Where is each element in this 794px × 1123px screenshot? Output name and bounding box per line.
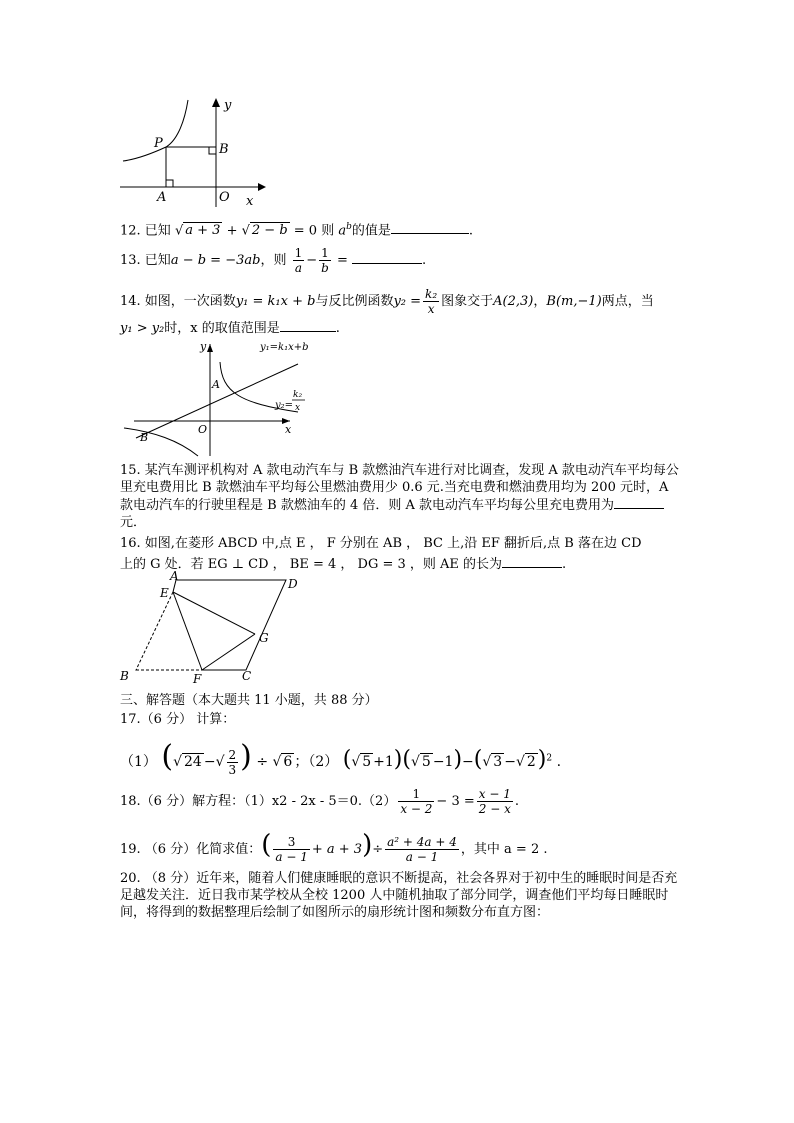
fig3-f-label: F [193, 672, 202, 685]
fig2-x-denominator: x [295, 403, 301, 413]
fig1-o-label: O [219, 190, 230, 205]
fig2-y1-label: y₁=k₁x+b [260, 342, 309, 353]
figure-1-graph [118, 95, 268, 210]
question-17-title: 17.（6 分） 计算： [120, 712, 236, 727]
fig2-b-label: B [140, 431, 149, 444]
fig1-y-label: y [224, 98, 232, 113]
answer-blank-14 [280, 319, 336, 332]
fig3-e-label: E [160, 586, 169, 600]
fig1-p-label: P [154, 136, 163, 151]
question-17-expression: （1） (√ 24 −√ $\frac{2}{3}$ ) ÷ √ 6 ；（2） (√ 5 +1)(√ 5 −1)−(√ 3 −√ 2)$^2$ . [120, 739, 562, 777]
fig3-a-label: A [170, 570, 179, 583]
question-15: 15. 某汽车测评机构对 A 款电动汽车与 B 款燃油汽车进行对比调查，发现 A 款电动汽车平均每公里充电费用比 B 款燃油车平均每公里燃油费用少 0.6 元.当充电费和燃油费用均为 200 元时，A 款电动汽车的行驶里程是 B 款燃油车的 4 倍．则 A 款电动汽车平均每公里充电费用为元． [120, 463, 679, 530]
question-16-line-1: 16. 如图,在菱形 ABCD 中,点 E ， F 分别在 AB ， BC 上,沿 EF 翻折后,点 B 落在边 CD [120, 536, 642, 551]
fig2-y-label: y [200, 340, 207, 353]
answer-blank-16 [502, 555, 562, 568]
question-14-line-1: 14. 如图，一次函数y₁ = k₁x + b与反比例函数y₂ = $\frac{\text{k₂}}{x}$ 图象交于A(2,3)，B(m,−1)两点，当 [120, 287, 654, 316]
fig1-b-label: B [219, 142, 229, 157]
fig2-y2-label: y₂= [275, 400, 294, 411]
question-20: 20. （8 分）近年来，随着人们健康睡眠的意识不断提高，社会各界对于初中生的睡眠时间是否充足越发关注．近日我市某学校从全校 1200 人中随机抽取了部分同学，调查他们平均每日睡眠时间，将得到的数据整理后绘制了如图所示的扇形统计图和频数分布直方图： [120, 871, 678, 920]
figure-3-rhombus [118, 570, 318, 685]
fig3-g-label: G [259, 631, 269, 645]
question-14-line-2: y₁ > y₂时，x 的取值范围是 . [120, 321, 340, 336]
fig3-d-label: D [288, 577, 298, 591]
section-3-heading: 三、解答题（本大题共 11 小题，共 88 分） [120, 693, 378, 708]
fig2-a-label: A [212, 378, 220, 391]
answer-blank-13 [352, 251, 422, 264]
fig2-x-label: x [285, 423, 292, 436]
fig3-b-label: B [120, 669, 129, 683]
question-13: 13. 已知a − b = −3ab，则 $\frac{1}{a}$ − $\frac{1}{b}$ = . [120, 246, 427, 275]
question-12: 12. 已知 √ a + 3 + √ 2 − b = 0 则 $a^b$的值是 . [120, 222, 474, 239]
fig1-x-label: x [246, 194, 254, 209]
fig2-o-label: O [198, 423, 208, 436]
fig3-c-label: C [242, 669, 252, 683]
fig2-k2-label: k₂ [293, 390, 303, 400]
fig1-a-label: A [157, 190, 167, 205]
question-16-line-2: 上的 G 处．若 EG ⊥ CD ， BE = 4 ， DG = 3 ，则 AE 的长为 . [120, 557, 567, 572]
answer-blank-12 [391, 221, 469, 234]
figure-2-graph [118, 338, 318, 458]
question-18: 18.（6 分）解方程：（1）x2 - 2x - 5＝0.（2） $\frac{1}{x - 2}$ − 3 = $\frac{x - 1}{2 - x}$ . [120, 787, 519, 816]
question-19: 19. （6 分）化简求值：( $\frac{3}{a - 1}$ + a + 3)÷ $\frac{\text{a² + 4a + 4}}{a - 1}$ ，其中 a = 2 . [120, 830, 548, 864]
answer-blank-15 [614, 496, 664, 509]
